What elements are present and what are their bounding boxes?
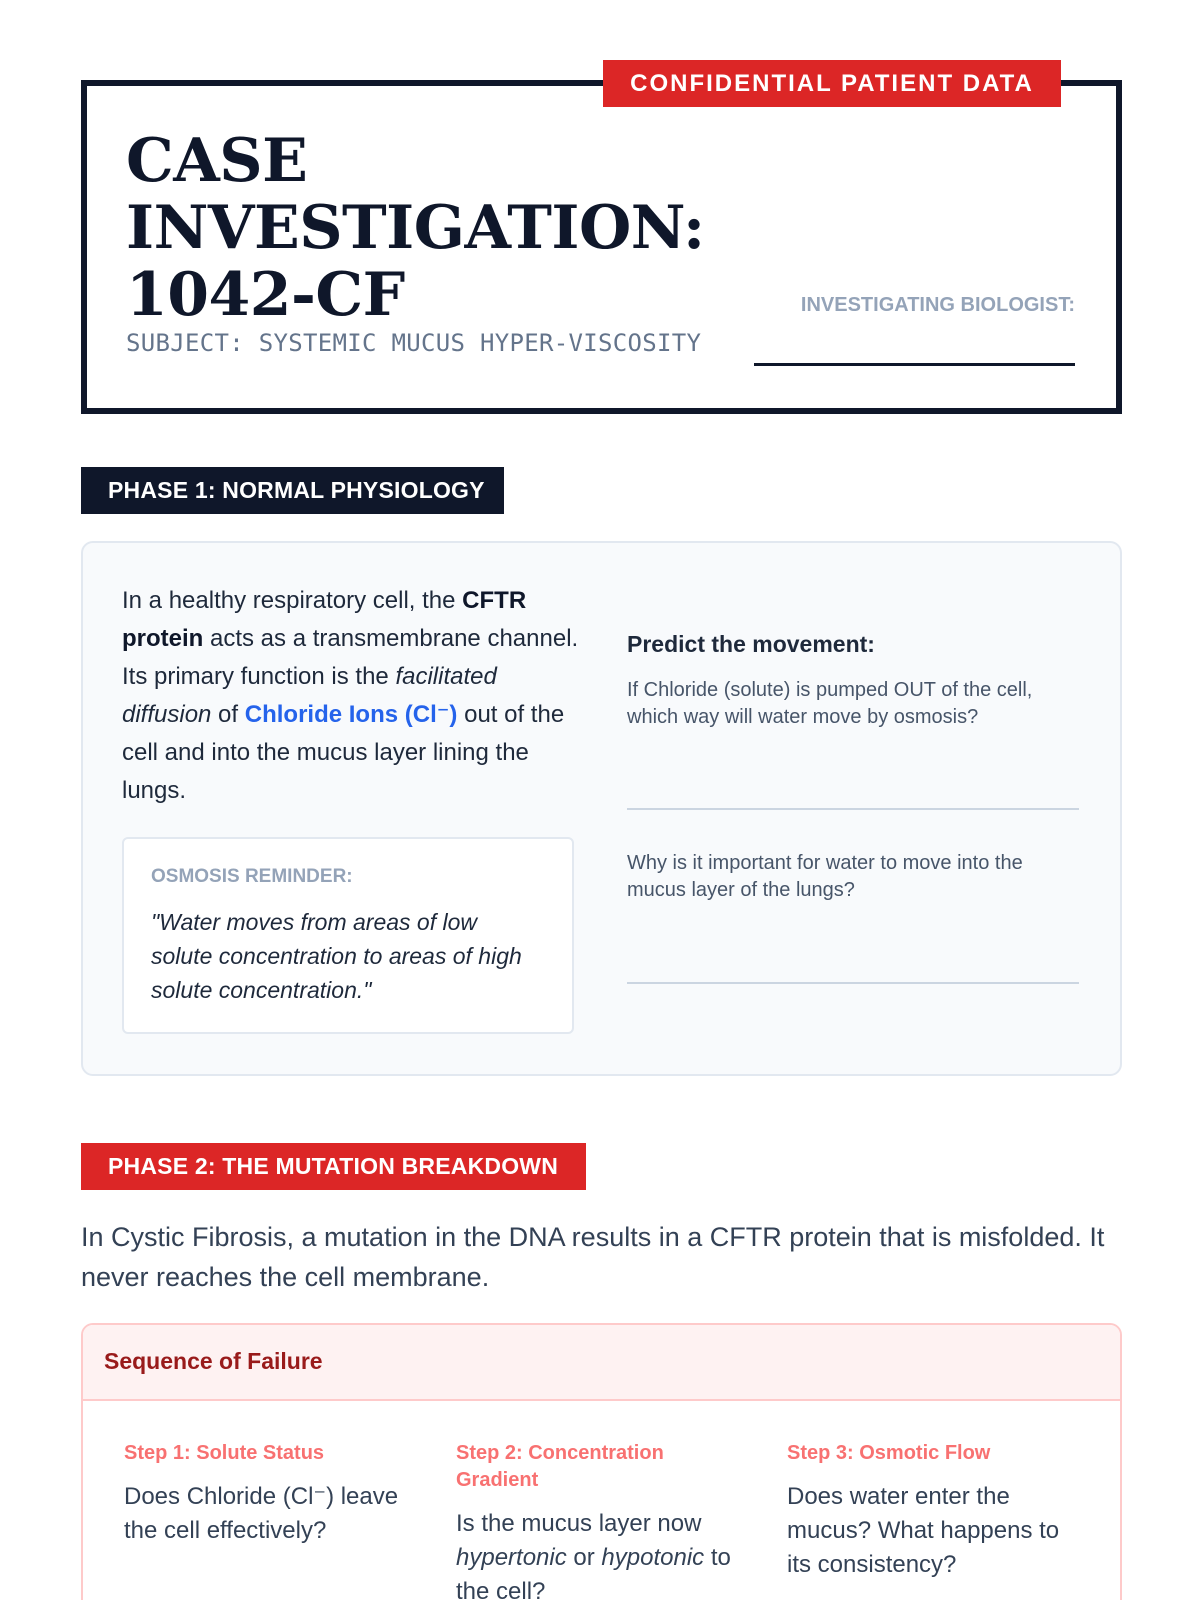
phase1-badge: PHASE 1: NORMAL PHYSIOLOGY	[81, 467, 504, 514]
case-title-line: CASE	[126, 126, 308, 196]
cftr-term: CFTR protein	[122, 587, 527, 652]
case-title-line: INVESTIGATION:	[126, 193, 705, 263]
facilitated-diffusion-term: facilitated diffusion	[122, 663, 497, 728]
step-1-label: Step 1: Solute Status	[124, 1442, 325, 1464]
question-1: If Chloride (solute) is pumped OUT of the cell, which way will water move by osmosis?	[627, 679, 1033, 728]
case-title	[126, 128, 746, 329]
answer-line-2[interactable]	[627, 982, 1079, 984]
text-span: or	[566, 1544, 602, 1571]
phase1-description	[122, 582, 582, 810]
text-span: out of the cell and into the mucus layer lining the lungs.	[122, 701, 565, 804]
biologist-signature-line[interactable]	[754, 363, 1075, 366]
sequence-title: Sequence of Failure	[104, 1348, 323, 1374]
chloride-ions-term: Chloride Ions (Cl⁻)	[244, 701, 458, 728]
answer-line-1[interactable]	[627, 808, 1079, 810]
phase2-intro: In Cystic Fibrosis, a mutation in the DNA results in a CFTR protein that is misfolded. It never reaches the cell membrane.	[81, 1222, 1105, 1292]
predict-title: Predict the movement:	[627, 631, 875, 657]
confidential-badge: CONFIDENTIAL PATIENT DATA	[603, 60, 1061, 107]
step-2-question	[456, 1507, 751, 1600]
biologist-label: INVESTIGATING BIOLOGIST:	[800, 294, 1075, 316]
text-span: to the cell?	[456, 1544, 731, 1600]
text-span: of	[211, 701, 245, 728]
phase2-badge: PHASE 2: THE MUTATION BREAKDOWN	[81, 1143, 586, 1190]
step-2-label: Step 2: Concentration Gradient	[456, 1442, 664, 1491]
step-3-question: Does water enter the mucus? What happens to its consistency?	[787, 1483, 1060, 1578]
text-span: acts as a transmembrane channel. Its primary function is the	[122, 625, 579, 690]
hypertonic-term: hypertonic	[456, 1544, 567, 1571]
case-title-line: 1042-CF	[126, 260, 405, 330]
text-span: Is the mucus layer now	[456, 1510, 702, 1537]
osmosis-reminder-quote: "Water moves from areas of low solute concentration to areas of high solute concentration."	[151, 909, 522, 1003]
case-subject: SUBJECT: SYSTEMIC MUCUS HYPER-VISCOSITY	[126, 329, 702, 357]
hypotonic-term: hypotonic	[601, 1544, 705, 1571]
text-span: In a healthy respiratory cell, the	[122, 587, 463, 614]
question-2: Why is it important for water to move into the mucus layer of the lungs?	[627, 852, 1023, 901]
step-3-label: Step 3: Osmotic Flow	[787, 1442, 991, 1464]
osmosis-reminder-label: OSMOSIS REMINDER:	[151, 866, 353, 887]
step-1-question: Does Chloride (Cl⁻) leave the cell effectively?	[124, 1483, 399, 1544]
